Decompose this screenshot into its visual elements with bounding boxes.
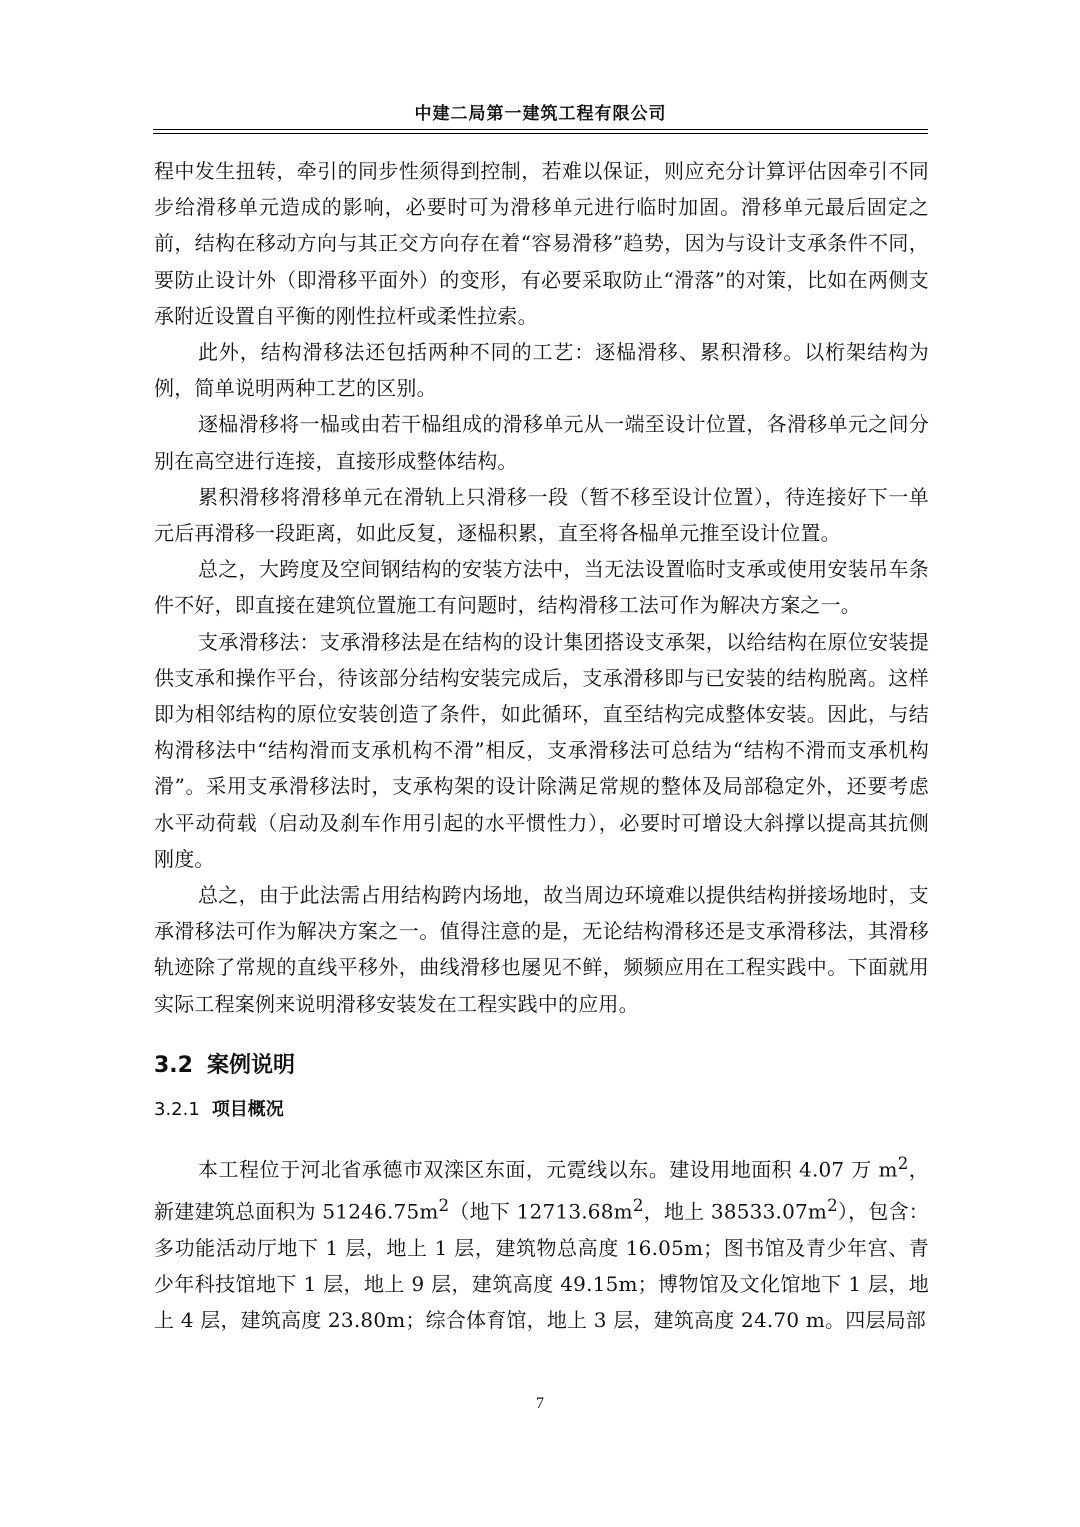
paragraph-project-overview [154,1146,929,1338]
section-title: 案例说明 [206,1052,295,1078]
page-header-company: 中建二局第一建筑工程有限公司 [414,104,667,124]
superscript: 2 [827,1195,838,1215]
subsection-heading [154,1096,929,1124]
paragraph-cumulative-sliding: 累积滑移将滑移单元在滑轨上只滑移一段（暂不移至设计位置），待连接好下一单元后再滑移一段距离，如此反复，逐榀积累，直至将各榀单元推至设计位置。 [154,484,929,546]
paragraph-summary-1: 总之，大跨度及空间钢结构的安装方法中，当无法设置临时支承或使用安装吊车条件不好，即直接在建筑位置施工有问题时，结构滑移工法可作为解决方案之一。 [154,557,929,618]
paragraph-two-processes: 此外，结构滑移法还包括两种不同的工艺：逐榀滑移、累积滑移。以桁架结构为例，简单说明两种工艺的区别。 [154,340,929,401]
section-number: 3.2 [154,1052,193,1078]
project-text-1: 本工程位于河北省承德市双滦区东面，元霓线以东。建设用地面积 4.07 万 m [198,1157,898,1182]
superscript: 2 [897,1153,909,1173]
header-rule-thick [153,129,928,130]
project-text-4: ，地上 38533.07m [643,1199,828,1224]
paragraph-sequential-sliding: 逐榀滑移将一榀或由若干榀组成的滑移单元从一端至设计位置，各滑移单元之间分别在高空进行连接，直接形成整体结构。 [154,412,929,473]
subsection-title: 项目概况 [211,1098,284,1120]
paragraph-support-sliding: 支承滑移法：支承滑移法是在结构的设计集团搭设支承架，以给结构在原位安装提供支承和操作平台，待该部分结构安装完成后，支承滑移即与已安装的结构脱离。这样即为相邻结构的原位安装创造了条件，如此循环，直至结构完成整体安装。因此，与结构滑移法中“结构滑而支承机构不滑”相反，支承滑移法可总结为“结构不滑而支承机构滑”。采用支承滑移法时，支承构架的设计除满足常规的整体及局部稳定外，还要考虑水平动荷载（启动及刹车作用引起的水平惯性力），必要时可增设大斜撑以提高其抗侧刚度。 [154,629,929,871]
paragraph-summary-2: 总之，由于此法需占用结构跨内场地，故当周边环境难以提供结构拼接场地时，支承滑移法可作为解决方案之一。值得注意的是，无论结构滑移还是支承滑移法，其滑移轨迹除了常规的直线平移外，曲线滑移也屡见不鲜，频频应用在工程实践中。下面就用实际工程案例来说明滑移安装发在工程实践中的应用。 [154,883,929,1016]
section-heading [154,1050,929,1082]
project-text-3: （地下 12713.68m [449,1199,633,1224]
page-body [154,153,929,1338]
superscript: 2 [632,1195,644,1215]
header-rule-thin [153,133,928,134]
paragraph-continued: 程中发生扭转，牵引的同步性须得到控制，若难以保证，则应充分计算评估因牵引不同步给滑移单元造成的影响，必要时可为滑移单元进行临时加固。滑移单元最后固定之前，结构在移动方向与其正交方向存在着“容易滑移”趋势，因为与设计支承条件不同，要防止设计外（即滑移平面外）的变形，有必要采取防止“滑落”的对策，比如在两侧支承附近设置自平衡的刚性拉杆或柔性拉索。 [154,159,929,328]
project-text-2: ，新建建筑总面积为 51246.75m [154,1157,930,1224]
page-number: 7 [536,1395,544,1412]
subsection-number: 3.2.1 [154,1098,200,1120]
superscript: 2 [438,1195,450,1215]
project-text-5: ），包含：多功能活动厅地下 1 层，地上 1 层，建筑物总高度 16.05m；图书馆及青少年宫、青少年科技馆地下 1 层，地上 9 层，建筑高度 49.15m；博物馆及文化馆地下 1 层，地上 4 层，建筑高度 23.80m；综合体育馆，地上 3 层，建筑高度 24.70 m。四层局部 [154,1199,929,1332]
